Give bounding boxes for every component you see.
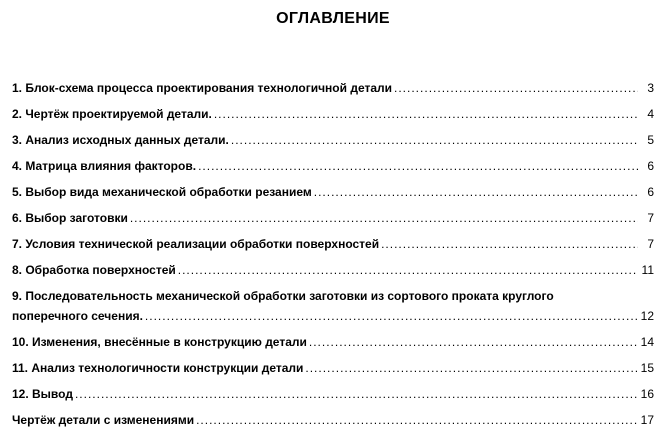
toc-entry-text: 1. Блок-схема процесса проектирования технологичной детали	[12, 81, 393, 95]
toc-title: ОГЛАВЛЕНИЕ	[276, 10, 390, 27]
toc-page-number: 15	[640, 361, 654, 375]
toc-entry-2[interactable]	[12, 104, 654, 130]
dot-leader	[314, 182, 638, 202]
toc-entry-11[interactable]	[12, 358, 654, 384]
toc-entry-1[interactable]	[12, 78, 654, 104]
toc-page-number: 7	[647, 211, 654, 225]
toc-entry-9[interactable]	[12, 286, 654, 332]
dot-leader	[130, 208, 638, 228]
toc-page-number: 6	[647, 185, 654, 199]
toc-page-number: 4	[647, 107, 654, 121]
dot-leader	[381, 234, 638, 254]
toc-page-number: 5	[647, 133, 654, 147]
toc-entry-text: 11. Анализ технологичности конструкции детали	[12, 361, 304, 375]
toc-entry-text: 7. Условия технической реализации обработки поверхностей	[12, 237, 380, 251]
toc-entry-text: 12. Вывод	[12, 387, 73, 401]
dot-leader	[305, 358, 638, 378]
toc-page-number: 7	[647, 237, 654, 251]
toc-entry-10[interactable]	[12, 332, 654, 358]
toc-entry-text: 5. Выбор вида механической обработки резанием	[12, 185, 312, 199]
toc-entry-text: 10. Изменения, внесённые в конструкцию детали	[12, 335, 307, 349]
toc-entry-4[interactable]	[12, 156, 654, 182]
toc-entry-text: 3. Анализ исходных данных детали.	[12, 133, 229, 147]
toc-entry-text: 8. Обработка поверхностей	[12, 263, 176, 277]
dot-leader	[231, 130, 638, 150]
toc-page-number: 12	[640, 309, 654, 323]
dot-leader	[394, 78, 638, 98]
toc-entry-7[interactable]	[12, 234, 654, 260]
dot-leader	[196, 410, 638, 430]
toc-page-number: 17	[640, 413, 654, 427]
toc-entry-text: 6. Выбор заготовки	[12, 211, 128, 225]
toc-page-number: 14	[640, 335, 654, 349]
toc-page-number: 3	[647, 81, 654, 95]
dot-leader	[178, 260, 638, 280]
dot-leader	[145, 306, 638, 326]
toc-entry-12[interactable]	[12, 384, 654, 410]
dot-leader	[75, 384, 638, 404]
toc-entry-text: 4. Матрица влияния факторов.	[12, 159, 197, 173]
toc-entry-13[interactable]	[12, 410, 654, 436]
toc-entry-text: Чертёж детали с изменениями	[12, 413, 195, 427]
toc-page-number: 16	[640, 387, 654, 401]
toc-entry-text-line1: 9. Последовательность механической обработки заготовки из сортового проката круглого	[12, 289, 554, 303]
toc-entry-text: 2. Чертёж проектируемой детали.	[12, 107, 212, 121]
dot-leader	[198, 156, 638, 176]
dot-leader	[309, 332, 638, 352]
dot-leader	[214, 104, 638, 124]
toc-entry-6[interactable]	[12, 208, 654, 234]
toc-page-number: 6	[647, 159, 654, 173]
toc-entry-5[interactable]	[12, 182, 654, 208]
toc-page-number: 11	[641, 263, 654, 277]
toc-entry-text-line2: поперечного сечения.	[12, 309, 143, 323]
toc-entry-3[interactable]	[12, 130, 654, 156]
toc-list	[12, 78, 654, 436]
toc-entry-8[interactable]	[12, 260, 654, 286]
